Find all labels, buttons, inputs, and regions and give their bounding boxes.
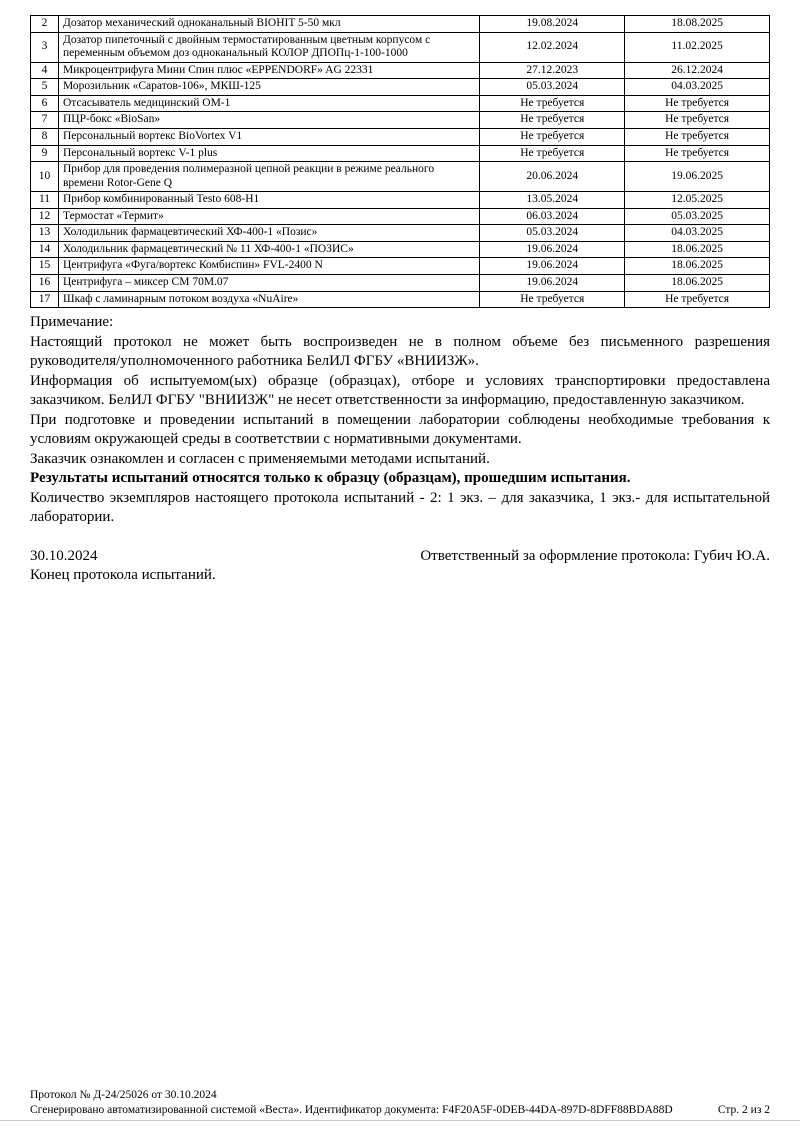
cell-row-number: 11 [31,192,59,209]
cell-verification-date: Не требуется [480,112,625,129]
cell-valid-until-date: 04.03.2025 [625,79,770,96]
cell-valid-until-date: 11.02.2025 [625,32,770,62]
cell-row-number: 13 [31,225,59,242]
cell-valid-until-date: 19.06.2025 [625,162,770,192]
notes-heading: Примечание: [30,314,114,331]
cell-row-number: 15 [31,258,59,275]
cell-row-number: 6 [31,95,59,112]
cell-equipment-name: Персональный вортекс BioVortex V1 [58,128,479,145]
cell-valid-until-date: Не требуется [625,291,770,308]
cell-valid-until-date: 18.06.2025 [625,275,770,292]
cell-valid-until-date: Не требуется [625,112,770,129]
cell-valid-until-date: 26.12.2024 [625,62,770,79]
cell-verification-date: 06.03.2024 [480,208,625,225]
cell-verification-date: 19.08.2024 [480,16,625,33]
cell-valid-until-date: 12.05.2025 [625,192,770,209]
bottom-divider [0,1120,800,1121]
table-row [31,128,770,145]
table-row [31,208,770,225]
table-row [31,162,770,192]
responsible-person: Ответственный за оформление протокола: Губич Ю.А. [420,547,770,564]
table-row [31,79,770,96]
cell-equipment-name: Холодильник фармацевтический № 11 ХФ-400-1 «ПОЗИС» [58,241,479,258]
cell-equipment-name: Отсасыватель медицинский ОМ-1 [58,95,479,112]
cell-row-number: 17 [31,291,59,308]
cell-verification-date: Не требуется [480,145,625,162]
cell-row-number: 9 [31,145,59,162]
cell-row-number: 16 [31,275,59,292]
protocol-date: 30.10.2024 [30,547,98,564]
table-row [31,275,770,292]
table-row [31,95,770,112]
cell-row-number: 12 [31,208,59,225]
note-paragraph: Информация об испытуемом(ых) образце (образцах), отборе и условиях транспортировки предоставлена заказчиком. БелИЛ ФГБУ "ВНИИЗЖ" не несет ответственности за информацию, предоставленную заказчиком. [30,372,770,409]
cell-equipment-name: Персональный вортекс V-1 plus [58,145,479,162]
note-paragraph: При подготовке и проведении испытаний в помещении лаборатории соблюдены необходимые требования к условиям окружающей среды в соответствии с нормативными документами. [30,411,770,448]
cell-row-number: 3 [31,32,59,62]
cell-equipment-name: Морозильник «Саратов-106», МКШ-125 [58,79,479,96]
cell-verification-date: Не требуется [480,95,625,112]
cell-equipment-name: Дозатор пипеточный с двойным термостатированным цветным корпусом с переменным объемом доз одноканальный КОЛОР ДПОПц-1-100-1000 [58,32,479,62]
page-footer [30,1088,770,1118]
cell-verification-date: 20.06.2024 [480,162,625,192]
cell-row-number: 5 [31,79,59,96]
cell-row-number: 4 [31,62,59,79]
signature-row [30,548,770,565]
cell-equipment-name: Прибор для проведения полимеразной цепной реакции в режиме реального времени Rotor-Gene Q [58,162,479,192]
cell-valid-until-date: 18.08.2025 [625,16,770,33]
cell-valid-until-date: Не требуется [625,145,770,162]
cell-verification-date: 05.03.2024 [480,79,625,96]
note-paragraph: Настоящий протокол не может быть воспроизведен не в полном объеме без письменного разрешения руководителя/уполномоченного работника БелИЛ ФГБУ «ВНИИЗЖ». [30,333,770,370]
equipment-table-body [31,16,770,308]
cell-valid-until-date: 04.03.2025 [625,225,770,242]
cell-verification-date: 12.02.2024 [480,32,625,62]
cell-verification-date: Не требуется [480,291,625,308]
cell-equipment-name: Микроцентрифуга Мини Спин плюс «EPPENDORF» AG 22331 [58,62,479,79]
table-row [31,112,770,129]
cell-verification-date: Не требуется [480,128,625,145]
footer-page-number: Стр. 2 из 2 [717,1104,770,1117]
cell-verification-date: 05.03.2024 [480,225,625,242]
note-paragraph: Заказчик ознакомлен и согласен с применяемыми методами испытаний. [30,450,490,467]
cell-verification-date: 27.12.2023 [480,62,625,79]
cell-verification-date: 13.05.2024 [480,192,625,209]
cell-equipment-name: ПЦР-бокс «BioSan» [58,112,479,129]
notes-section [30,313,770,528]
cell-equipment-name: Термостат «Термит» [58,208,479,225]
cell-row-number: 8 [31,128,59,145]
cell-verification-date: 19.06.2024 [480,241,625,258]
table-row [31,258,770,275]
cell-verification-date: 19.06.2024 [480,275,625,292]
cell-row-number: 14 [31,241,59,258]
cell-valid-until-date: 18.06.2025 [625,241,770,258]
note-paragraph-results: Результаты испытаний относятся только к образцу (образцам), прошедшим испытания. [30,470,631,487]
table-row [31,145,770,162]
note-paragraph: Количество экземпляров настоящего протокола испытаний - 2: 1 экз. – для заказчика, 1 экз.- для испытательной лаборатории. [30,489,770,526]
cell-equipment-name: Холодильник фармацевтический ХФ-400-1 «Позис» [58,225,479,242]
table-row [31,192,770,209]
cell-valid-until-date: Не требуется [625,128,770,145]
cell-equipment-name: Дозатор механический одноканальный BIOHIT 5-50 мкл [58,16,479,33]
cell-equipment-name: Центрифуга – миксер СМ 70М.07 [58,275,479,292]
table-row [31,16,770,33]
cell-valid-until-date: Не требуется [625,95,770,112]
table-row [31,241,770,258]
table-row [31,62,770,79]
cell-row-number: 2 [31,16,59,33]
footer-protocol-number: Протокол № Д-24/25026 от 30.10.2024 [30,1089,217,1102]
footer-generated-info: Сгенерировано автоматизированной системой «Веста». Идентификатор документа: F4F20A5F-0DEB-44DA-897D-8DFF88BDA88D [30,1104,673,1117]
cell-equipment-name: Шкаф с ламинарным потоком воздуха «NuAire» [58,291,479,308]
cell-equipment-name: Центрифуга «Фуга/вортекс Комбиспин» FVL-2400 N [58,258,479,275]
table-row [31,32,770,62]
table-row [31,291,770,308]
cell-verification-date: 19.06.2024 [480,258,625,275]
table-row [31,225,770,242]
end-of-protocol-line: Конец протокола испытаний. [30,566,216,583]
cell-equipment-name: Прибор комбинированный Testo 608-H1 [58,192,479,209]
cell-valid-until-date: 18.06.2025 [625,258,770,275]
cell-valid-until-date: 05.03.2025 [625,208,770,225]
cell-row-number: 7 [31,112,59,129]
equipment-table [30,15,770,308]
cell-row-number: 10 [31,162,59,192]
